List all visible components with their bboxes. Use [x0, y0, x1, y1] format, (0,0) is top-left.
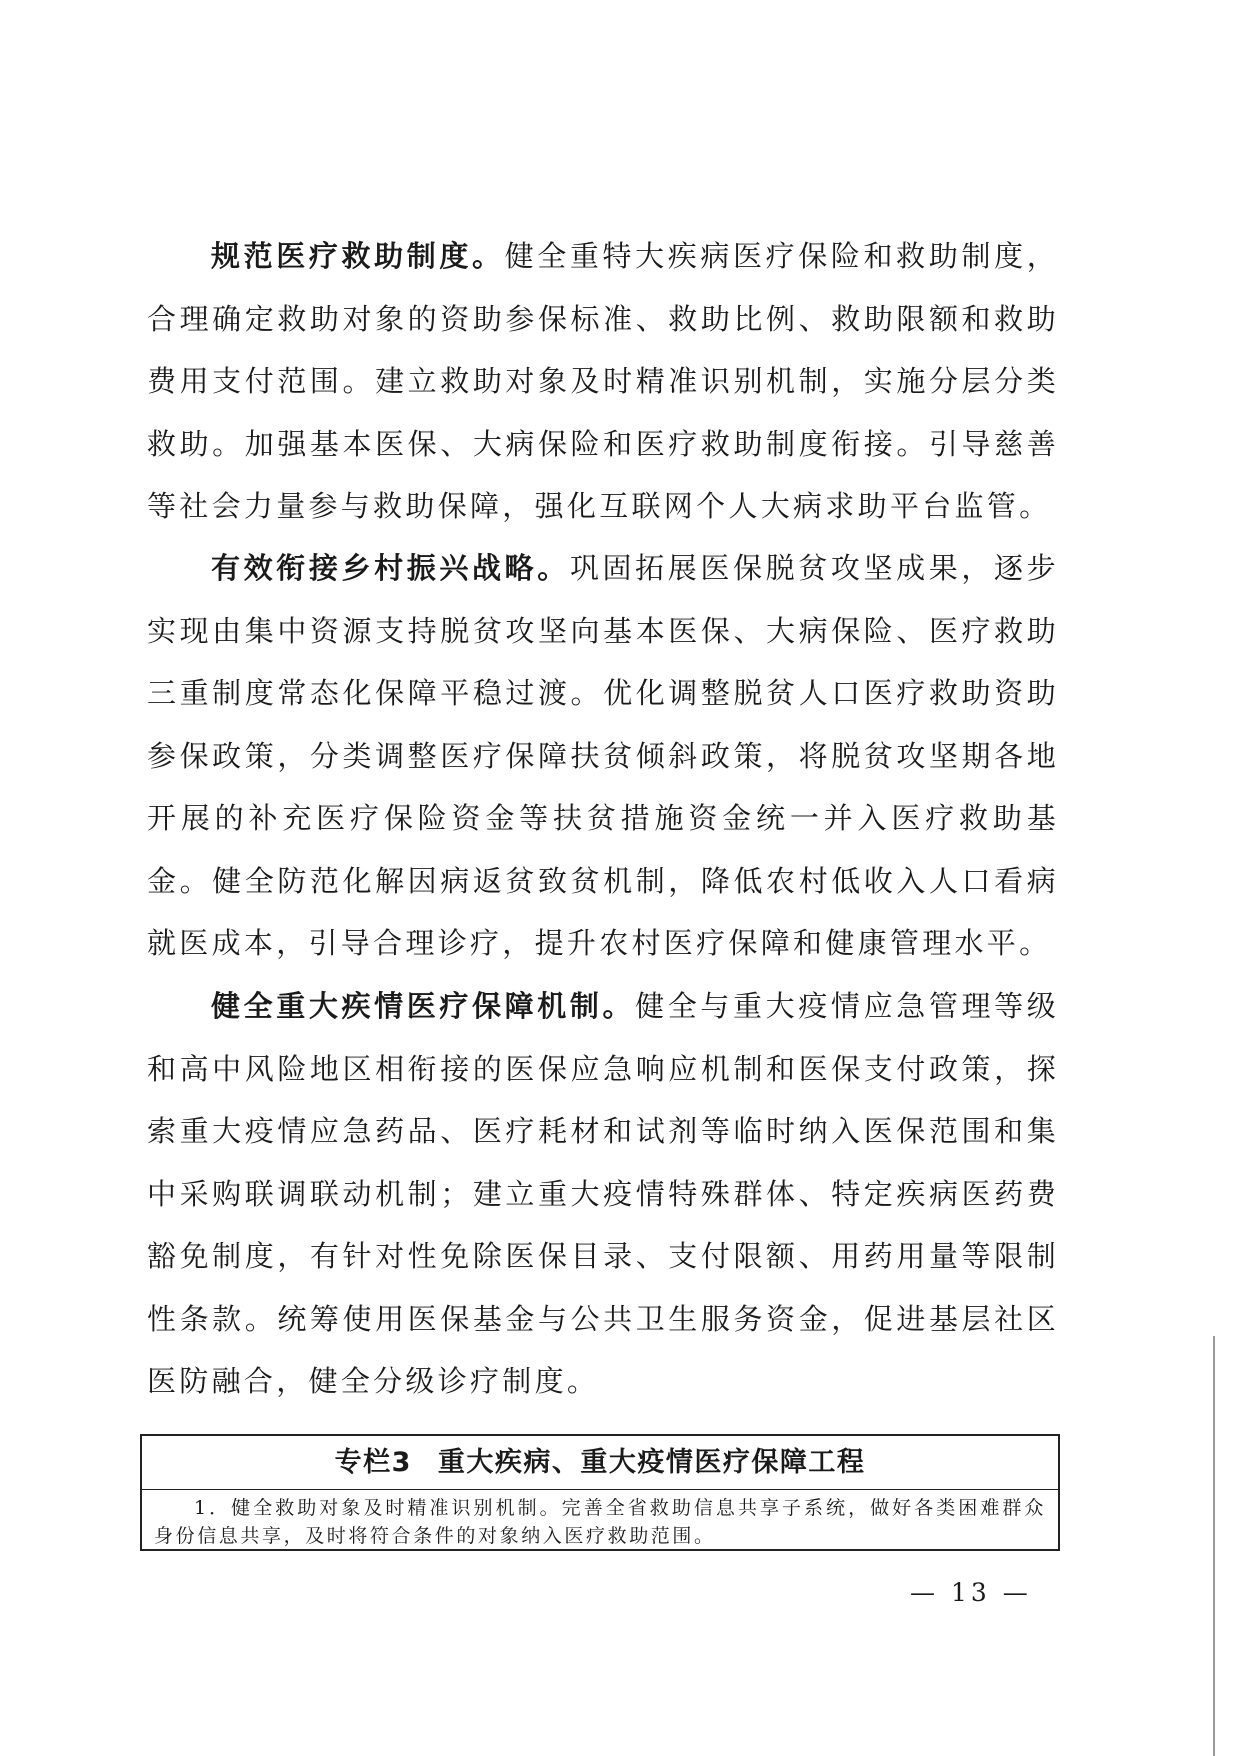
paragraph-heading: 规范医疗救助制度。 — [211, 239, 505, 273]
paragraph-body: 巩固拓展医保脱贫攻坚成果，逐步实现由集中资源支持脱贫攻坚向基本医保、大病保险、医疗救助三重制度常态化保障平稳过渡。优化调整脱贫人口医疗救助资助参保政策，分类调整医疗保障扶贫倾斜政策，将脱贫攻坚期各地开展的补充医疗保险资金等扶贫措施资金统一并入医疗救助基金。健全防范化解因病返贫致贫机制，降低农村低收入人口看病就医成本，引导合理诊疗，提升农村医疗保障和健康管理水平。 — [147, 551, 1059, 960]
scan-edge-line — [1213, 1336, 1215, 1756]
paragraph-body: 健全重特大疾病医疗保险和救助制度，合理确定救助对象的资助参保标准、救助比例、救助限额和救助费用支付范围。建立救助对象及时精准识别机制，实施分层分类救助。加强基本医保、大病保险和医疗救助制度衔接。引导慈善等社会力量参与救助保障，强化互联网个人大病求助平台监管。 — [147, 239, 1059, 523]
paragraph-epidemic-mechanism — [147, 975, 1059, 1413]
column-box-item: 1．健全救助对象及时精准识别机制。完善全省救助信息共享子系统，做好各类困难群众身份信息共享，及时将符合条件的对象纳入医疗救助范围。 — [154, 1497, 1046, 1547]
paragraph-body: 健全与重大疫情应急管理等级和高中风险地区相衔接的医保应急响应机制和医保支付政策，探索重大疫情应急药品、医疗耗材和试剂等临时纳入医保范围和集中采购联调联动机制；建立重大疫情特殊群体、特定疾病医药费豁免制度，有针对性免除医保目录、支付限额、用药用量等限制性条款。统筹使用医保基金与公共卫生服务资金，促进基层社区医防融合，健全分级诊疗制度。 — [147, 989, 1060, 1398]
paragraph-heading: 健全重大疾情医疗保障机制。 — [211, 989, 636, 1023]
paragraph-rural-revitalization — [147, 537, 1059, 975]
column-box-title — [142, 1436, 1058, 1490]
page-number: — 13 — — [910, 1578, 1032, 1607]
column-box — [140, 1434, 1060, 1551]
paragraph-heading: 有效衔接乡村振兴战略。 — [211, 551, 570, 585]
paragraph-medical-assistance — [147, 225, 1059, 538]
column-box-heading: 重大疾病、重大疫情医疗保障工程 — [437, 1447, 866, 1478]
column-box-label: 专栏3 — [334, 1447, 412, 1478]
